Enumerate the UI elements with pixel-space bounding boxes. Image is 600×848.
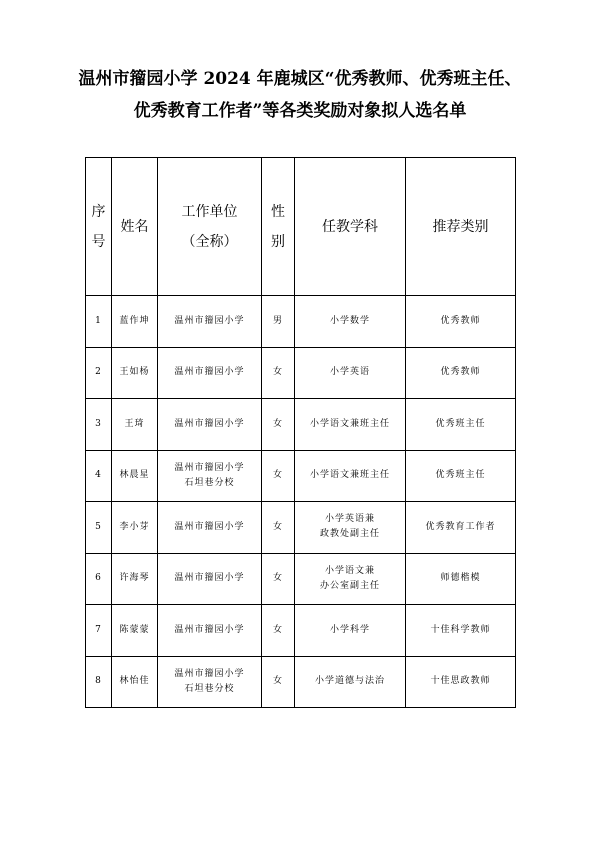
- cell-category: 十佳思政教师: [406, 656, 516, 708]
- cell-subject: 小学数学: [295, 296, 406, 348]
- cell-gender: 女: [262, 347, 295, 399]
- table-row: [86, 296, 516, 348]
- header-name: 姓名: [112, 158, 158, 296]
- cell-seq: 1: [86, 296, 112, 348]
- cell-subject: 小学语文兼班主任: [295, 450, 406, 502]
- table-row: [86, 450, 516, 502]
- cell-name: 陈蒙蒙: [112, 605, 158, 657]
- table-row: [86, 656, 516, 708]
- table-row: [86, 502, 516, 554]
- cell-seq: 7: [86, 605, 112, 657]
- header-unit: 工作单位 （全称）: [158, 158, 262, 296]
- cell-seq: 3: [86, 399, 112, 451]
- table-row: [86, 553, 516, 605]
- header-category: 推荐类别: [406, 158, 516, 296]
- cell-unit: 温州市籀园小学: [158, 553, 262, 605]
- cell-unit: 温州市籀园小学: [158, 605, 262, 657]
- cell-gender: 女: [262, 605, 295, 657]
- cell-seq: 5: [86, 502, 112, 554]
- cell-category: 优秀班主任: [406, 450, 516, 502]
- cell-gender: 男: [262, 296, 295, 348]
- cell-name: 蓝作坤: [112, 296, 158, 348]
- cell-category: 优秀教师: [406, 296, 516, 348]
- cell-seq: 4: [86, 450, 112, 502]
- table-header-row: [86, 158, 516, 296]
- cell-name: 王琦: [112, 399, 158, 451]
- cell-name: 王如杨: [112, 347, 158, 399]
- cell-unit: 温州市籀园小学 石坦巷分校: [158, 450, 262, 502]
- cell-name: 许海琴: [112, 553, 158, 605]
- table-row: [86, 347, 516, 399]
- table-row: [86, 605, 516, 657]
- cell-seq: 8: [86, 656, 112, 708]
- cell-gender: 女: [262, 502, 295, 554]
- cell-category: 优秀教育工作者: [406, 502, 516, 554]
- candidate-table: [85, 157, 516, 708]
- cell-name: 林晨星: [112, 450, 158, 502]
- cell-name: 林怡佳: [112, 656, 158, 708]
- cell-unit: 温州市籀园小学: [158, 399, 262, 451]
- cell-subject: 小学语文兼 办公室副主任: [295, 553, 406, 605]
- cell-unit: 温州市籀园小学 石坦巷分校: [158, 656, 262, 708]
- document-title-line-2: 优秀教育工作者”等各类奖励对象拟人选名单: [133, 101, 467, 121]
- cell-unit: 温州市籀园小学: [158, 347, 262, 399]
- cell-category: 师德楷模: [406, 553, 516, 605]
- cell-gender: 女: [262, 399, 295, 451]
- document-title-line-1: 温州市籀园小学 2024 年鹿城区“优秀教师、优秀班主任、: [78, 69, 522, 89]
- cell-category: 优秀教师: [406, 347, 516, 399]
- cell-gender: 女: [262, 656, 295, 708]
- cell-unit: 温州市籀园小学: [158, 296, 262, 348]
- cell-gender: 女: [262, 450, 295, 502]
- cell-category: 十佳科学教师: [406, 605, 516, 657]
- header-subject: 任教学科: [295, 158, 406, 296]
- cell-subject: 小学科学: [295, 605, 406, 657]
- cell-seq: 2: [86, 347, 112, 399]
- cell-subject: 小学语文兼班主任: [295, 399, 406, 451]
- cell-subject: 小学英语兼 政教处副主任: [295, 502, 406, 554]
- cell-unit: 温州市籀园小学: [158, 502, 262, 554]
- table-row: [86, 399, 516, 451]
- header-gender: 性 别: [262, 158, 295, 296]
- cell-category: 优秀班主任: [406, 399, 516, 451]
- cell-name: 李小芽: [112, 502, 158, 554]
- cell-seq: 6: [86, 553, 112, 605]
- cell-subject: 小学道德与法治: [295, 656, 406, 708]
- header-seq: 序 号: [86, 158, 112, 296]
- cell-subject: 小学英语: [295, 347, 406, 399]
- cell-gender: 女: [262, 553, 295, 605]
